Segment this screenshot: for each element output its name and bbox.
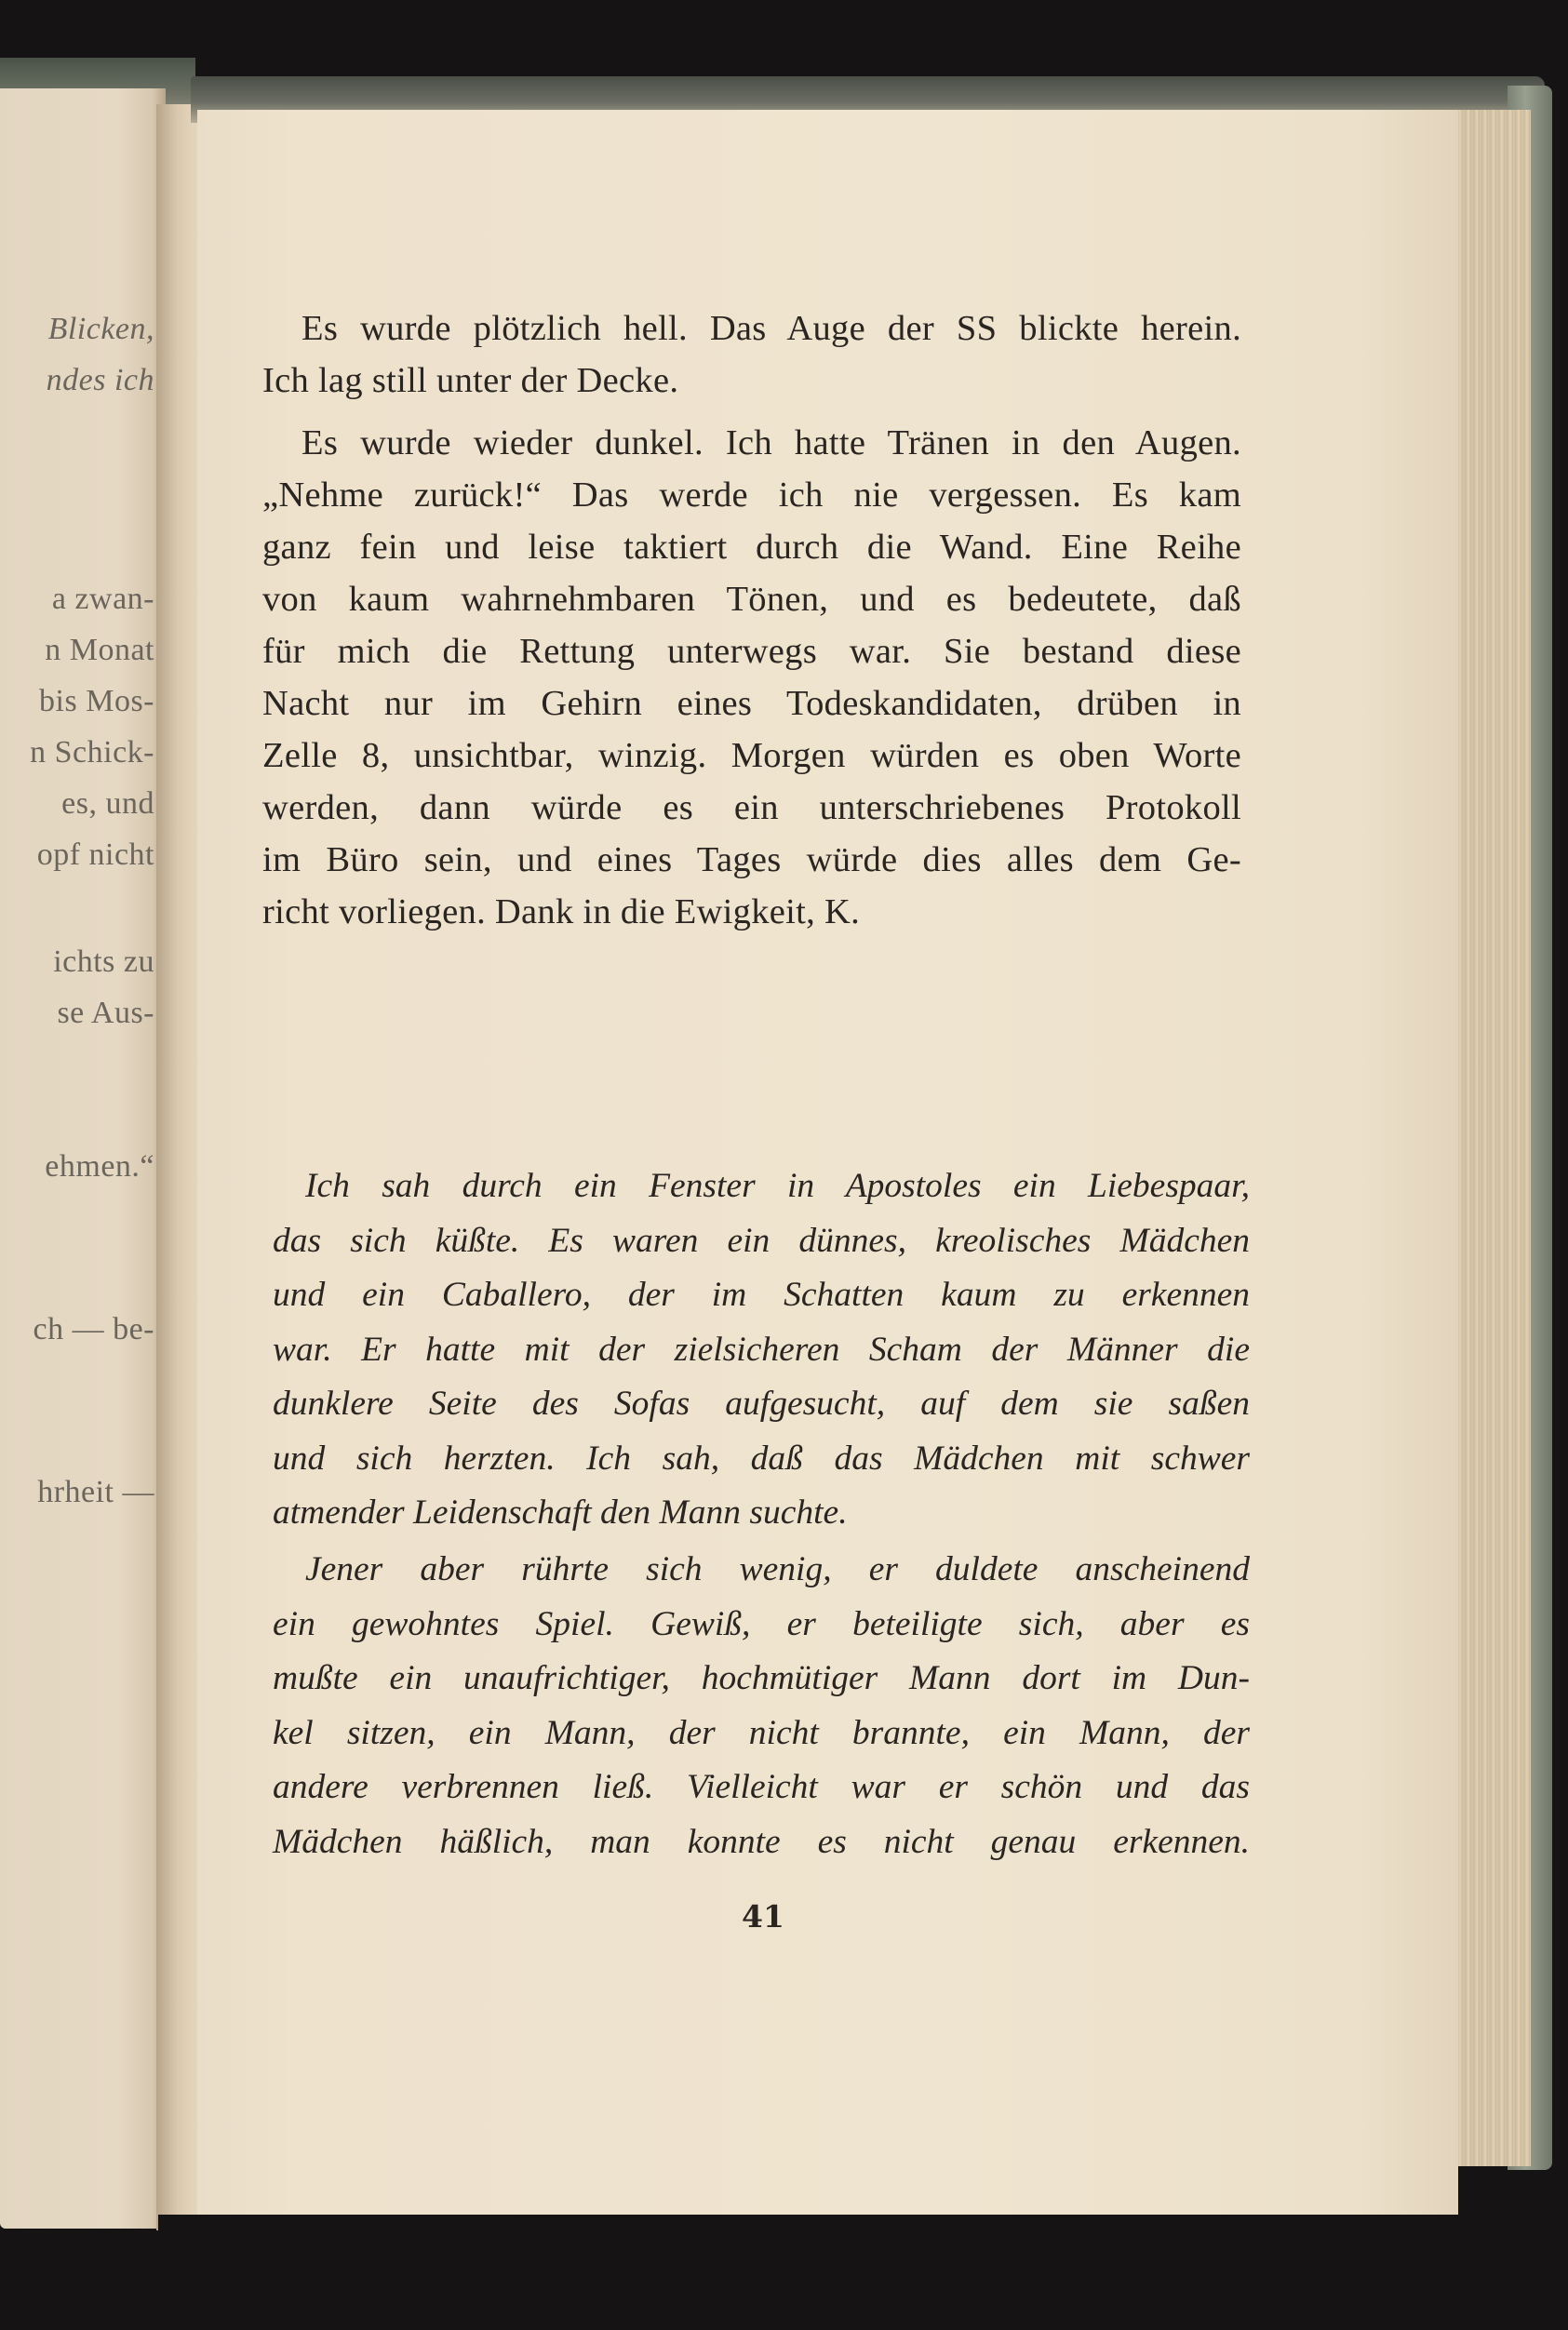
text-line: Jener aber rührte sich wenig, er duldete anscheinend	[305, 1550, 1250, 1588]
text-line: und sich herzten. Ich sah, daß das Mädchen mit schwer	[273, 1439, 1250, 1478]
text-line: Mädchen häßlich, man konnte es nicht genau erkennen.	[273, 1822, 1250, 1861]
text-line: werden, dann würde es ein unterschriebenes Protokoll	[262, 788, 1241, 827]
paragraph	[262, 417, 1241, 938]
left-page-fragment: hrheit —	[37, 1475, 154, 1509]
left-page	[0, 88, 166, 2229]
paragraph-italic	[273, 1543, 1250, 1869]
text-line: Ich lag still unter der Decke.	[262, 361, 679, 400]
bottom-background	[158, 2215, 1535, 2330]
left-page-fragment: n Schick-	[30, 735, 154, 770]
left-page-fragment: ndes ich	[46, 363, 154, 397]
text-line: richt vorliegen. Dank in die Ewigkeit, K.	[262, 892, 861, 931]
text-line: mußte ein unaufrichtiger, hochmütiger Mann dort im Dun-	[273, 1659, 1250, 1697]
left-page-fragment: n Monat	[45, 633, 154, 667]
text-line: ganz fein und leise taktiert durch die Wand. Eine Reihe	[262, 528, 1241, 567]
text-line: Es wurde plötzlich hell. Das Auge der SS blickte herein.	[302, 309, 1241, 348]
left-page-fragment: a zwan-	[51, 582, 154, 616]
text-line: „Nehme zurück!“ Das werde ich nie vergessen. Es kam	[262, 475, 1241, 515]
text-line: das sich küßte. Es waren ein dünnes, kreolisches Mädchen	[273, 1221, 1250, 1260]
text-line: dunklere Seite des Sofas aufgesucht, auf dem sie saßen	[273, 1385, 1250, 1423]
text-line: Ich sah durch ein Fenster in Apostoles ein Liebespaar,	[305, 1167, 1250, 1205]
text-line: und ein Caballero, der im Schatten kaum zu erkennen	[273, 1276, 1250, 1314]
text-line: ein gewohntes Spiel. Gewiß, er beteiligte sich, aber es	[273, 1604, 1250, 1643]
text-line: andere verbrennen ließ. Vielleicht war er schön und das	[273, 1768, 1250, 1806]
left-page-fragment: es, und	[61, 786, 154, 821]
paragraph-italic	[273, 1159, 1250, 1541]
text-line: von kaum wahrnehmbaren Tönen, und es bedeutete, daß	[262, 580, 1241, 619]
left-page-fragment: bis Mos-	[39, 684, 154, 718]
paragraph	[262, 302, 1241, 407]
left-page-fragment: ichts zu	[53, 944, 154, 979]
left-page-fragment: ch — be-	[33, 1312, 154, 1346]
text-line: Nacht nur im Gehirn eines Todeskandidaten, drüben in	[262, 684, 1241, 723]
text-line: atmender Leidenschaft den Mann suchte.	[273, 1493, 848, 1532]
text-line: Zelle 8, unsichtbar, winzig. Morgen würden es oben Worte	[262, 736, 1241, 775]
text-line: war. Er hatte mit der zielsicheren Scham der Männer die	[273, 1330, 1250, 1369]
left-page-fragment: opf nicht	[36, 837, 154, 872]
text-line: im Büro sein, und eines Tages würde dies alles dem Ge-	[262, 840, 1241, 879]
left-page-fragment: ehmen.“	[45, 1149, 154, 1184]
text-line: Es wurde wieder dunkel. Ich hatte Tränen in den Augen.	[302, 423, 1241, 462]
text-line: kel sitzen, ein Mann, der nicht brannte, ein Mann, der	[273, 1713, 1250, 1752]
left-page-fragment: se Aus-	[57, 996, 154, 1030]
page-number: 41	[742, 1898, 784, 1935]
text-line: für mich die Rettung unterwegs war. Sie bestand diese	[262, 632, 1241, 671]
book-gutter	[156, 104, 203, 2230]
left-page-fragment: Blicken,	[47, 312, 154, 346]
